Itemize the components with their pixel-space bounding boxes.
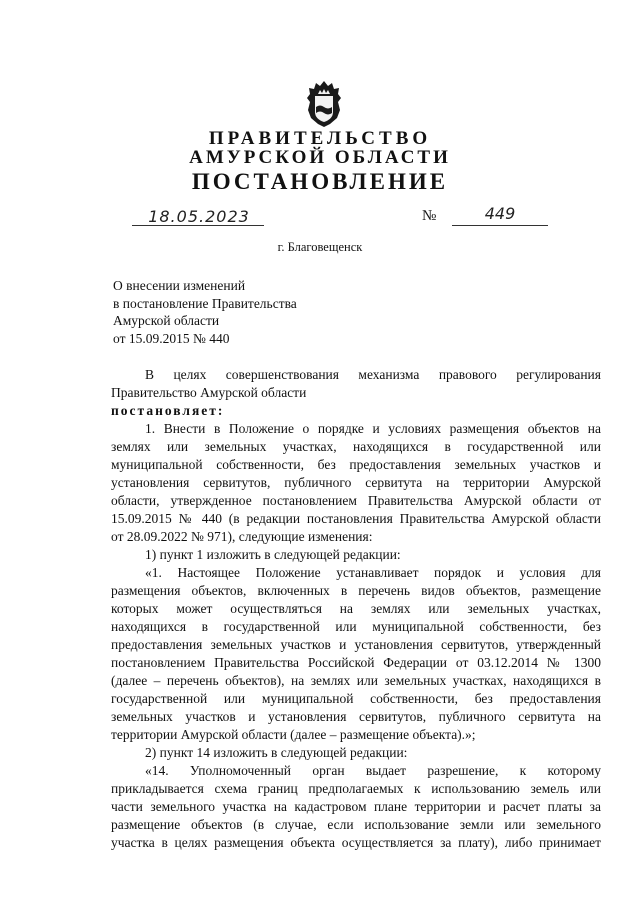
government-title: ПРАВИТЕЛЬСТВО [208, 128, 432, 149]
body-line: размещения объектов, включенных в перечень видов объектов, размещение [111, 583, 601, 598]
body-line: предоставления земельных участков и установления сервитутов, утвержденный [111, 637, 601, 652]
date-underline [132, 225, 264, 226]
body-line: Правительство Амурской области [111, 385, 307, 400]
body-line: постановлением Правительства Российской Федерации от 03.12.2014 № 1300 [111, 655, 601, 670]
body-line: размещение объектов (в случае, если использование земли или земельного [111, 817, 601, 832]
body-line: 15.09.2015 № 440 (в редакции постановления Правительства Амурской области [111, 511, 601, 526]
body-line: государственной или муниципальной собственности, без предоставления [111, 691, 601, 706]
city-line: г. Благовещенск [277, 240, 363, 254]
body-line: «1. Настоящее Положение устанавливает порядок и условия для [145, 565, 601, 580]
document-number: 449 [484, 204, 516, 223]
body-line-decree: постановляет: [111, 403, 225, 418]
body-line: территории Амурской области (далее – размещение объекта).»; [111, 727, 476, 742]
subject-line: от 15.09.2015 № 440 [113, 330, 230, 346]
document-type-title: ПОСТАНОВЛЕНИЕ [191, 169, 449, 194]
body-line: 1) пункт 1 изложить в следующей редакции: [145, 547, 401, 562]
body-line: землях или земельных участках, находящихся в государственной или [111, 439, 601, 454]
body-line: части земельного участка на кадастровом плане территории и расчет платы за [111, 799, 601, 814]
body-line: «14. Уполномоченный орган выдает разрешение, к которому [145, 763, 601, 778]
body-line: находящихся в государственной или муниципальной собственности, без [111, 619, 601, 634]
body-line: участка в целях размещения объекта осуществляется за плату), либо принимает [111, 835, 601, 850]
body-line: области, утвержденное постановлением Правительства Амурской области от [111, 493, 601, 508]
document-date: 18.05.2023 [148, 207, 250, 226]
subject-line: О внесении изменений [113, 278, 246, 293]
body-line: от 28.09.2022 № 971), следующие изменения: [111, 529, 373, 544]
body-line: 1. Внести в Положение о порядке и условиях размещения объектов на [145, 421, 601, 436]
body-line: В целях совершенствования механизма правового регулирования [145, 367, 601, 382]
body-line: земельных участков и установления сервитутов, публичного сервитута на [111, 709, 601, 724]
coat-of-arms-icon [304, 80, 344, 128]
body-line: прикладывается схема границ предполагаемых к использованию земель или [111, 781, 601, 796]
number-underline [452, 225, 548, 226]
subject-line: в постановление Правительства [113, 295, 297, 311]
body-line: установления сервитутов, публичного сервитута на территории Амурской [111, 475, 601, 490]
body-line: муниципальной собственности, без предоставления земельных участков и [111, 457, 601, 472]
body-line: 2) пункт 14 изложить в следующей редакции: [145, 745, 408, 760]
region-title: АМУРСКОЙ ОБЛАСТИ [189, 147, 451, 168]
body-line: (далее – перечень объектов), на землях или земельных участках, находящихся в [111, 673, 601, 688]
subject-line: Амурской области [113, 313, 220, 328]
number-sign: № [422, 208, 437, 224]
subject-block [113, 277, 297, 347]
body-line: которых может осуществляться на землях или земельных участках, [111, 601, 601, 616]
